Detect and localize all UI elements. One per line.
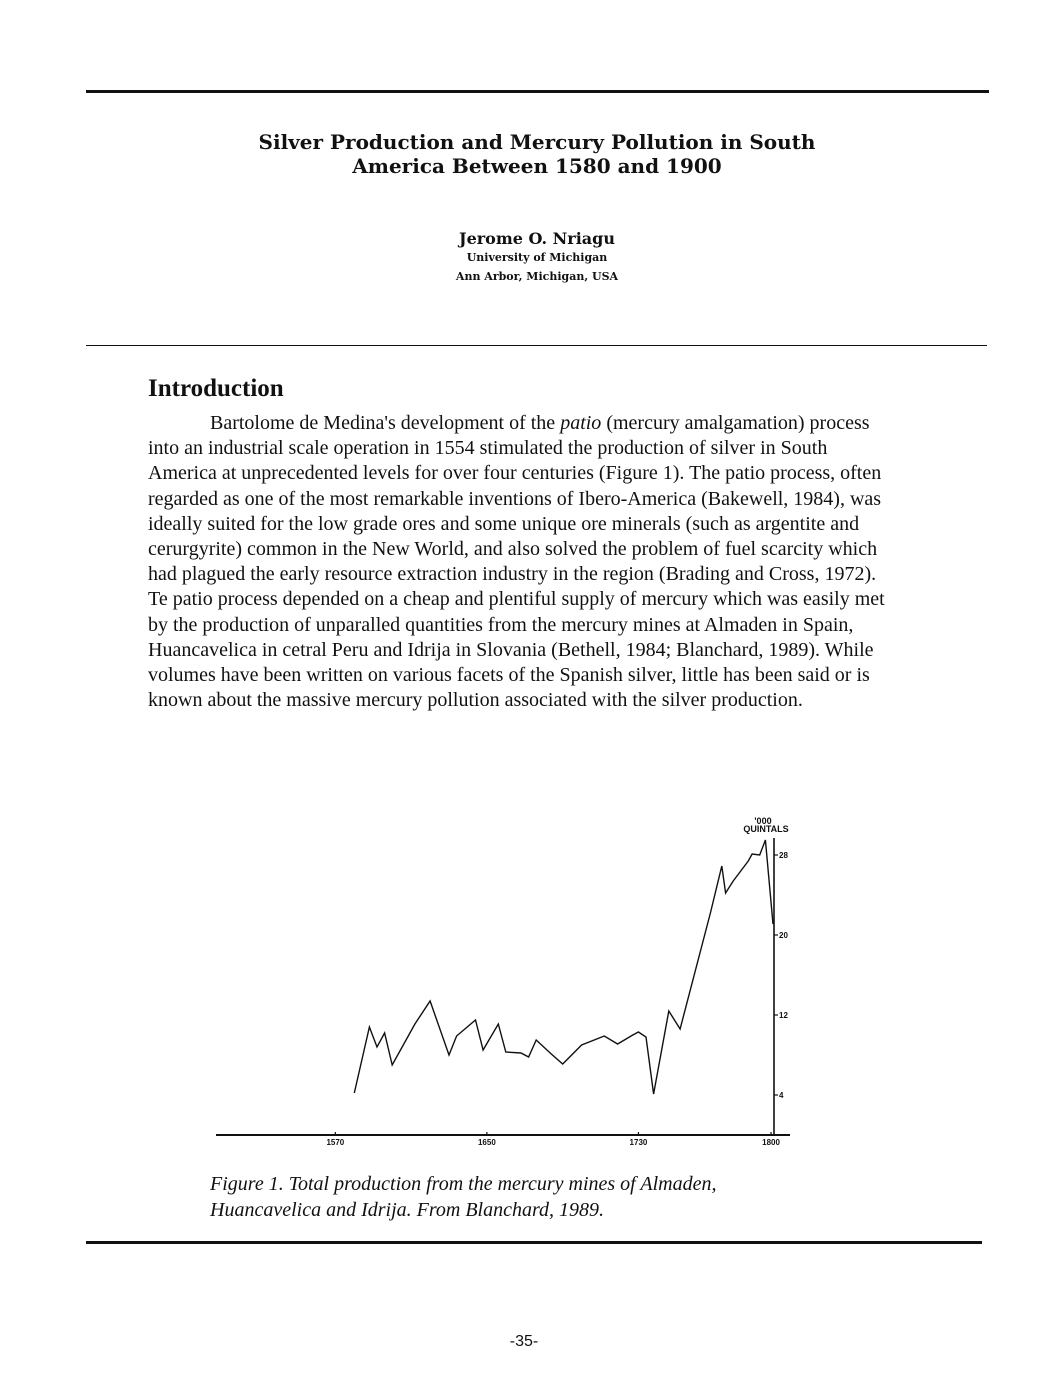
location: Ann Arbor, Michigan, USA (455, 270, 619, 283)
bottom-rule (86, 1241, 982, 1244)
body-line: ideally suited for the low grade ores and some unique ore minerals (such as argentite and (148, 512, 860, 535)
y-ticks (774, 851, 788, 1100)
body-line: by the production of unparalled quantities from the mercury mines at Almaden in Spain, (148, 613, 854, 636)
author-name: Jerome O. Nriagu (459, 229, 615, 248)
caption-line-1: Figure 1. Total production from the mercury mines of Almaden, (210, 1173, 717, 1195)
body-line: known about the massive mercury pollution associated with the silver production. (148, 689, 803, 712)
body-line: America at unprecedented levels for over four centuries (Figure 1). The patio process, often (148, 462, 882, 485)
y-tick-label: 28 (779, 851, 788, 860)
x-tick-label: 1650 (477, 1138, 496, 1147)
body-line: cerurgyrite) common in the New World, and also solved the problem of fuel scarcity which (148, 538, 878, 561)
affiliation: University of Michigan (466, 251, 608, 264)
section-heading: Introduction (148, 375, 284, 402)
x-tick-label: 1570 (326, 1138, 345, 1147)
body-line: volumes have been written on various facets of the Spanish silver, little has been said or is (148, 664, 870, 687)
y-tick-label: 4 (779, 1091, 784, 1100)
caption-line-2: Huancavelica and Idrija. From Blanchard, 1989. (210, 1199, 605, 1221)
emphasis-patio: patio (560, 412, 602, 434)
body-line: had plagued the early resource extraction industry in the region (Brading and Cross, 1972). (148, 563, 877, 586)
title-line-1: Silver Production and Mercury Pollution in South (258, 130, 816, 154)
body-line: into an industrial scale operation in 1554 stimulated the production of silver in South (148, 437, 828, 460)
body-line: Te patio process depended on a cheap and plentiful supply of mercury which was easily met (148, 588, 885, 611)
body-line: Bartolome de Medina's development of the patio (mercury amalgamation) process (210, 412, 870, 434)
body-line: Huancavelica in cetral Peru and Idrija in Slovania (Bethell, 1984; Blanchard, 1989). While (148, 638, 874, 661)
page-number: -35- (509, 1333, 539, 1350)
y-unit-line-1: '000 (754, 816, 772, 826)
title-line-2: America Between 1580 and 1900 (352, 154, 722, 178)
body-line: regarded as one of the most remarkable inventions of Ibero-America (Bakewell, 1984), was (148, 487, 882, 510)
series-line-total-production (354, 840, 773, 1094)
x-tick-label: 1730 (629, 1138, 648, 1147)
figure-caption (210, 1171, 716, 1223)
y-tick-label: 20 (779, 931, 788, 940)
y-tick-label: 12 (779, 1011, 788, 1020)
x-tick-label: 1800 (762, 1138, 780, 1147)
y-unit-line-2: QUINTALS (743, 824, 789, 834)
